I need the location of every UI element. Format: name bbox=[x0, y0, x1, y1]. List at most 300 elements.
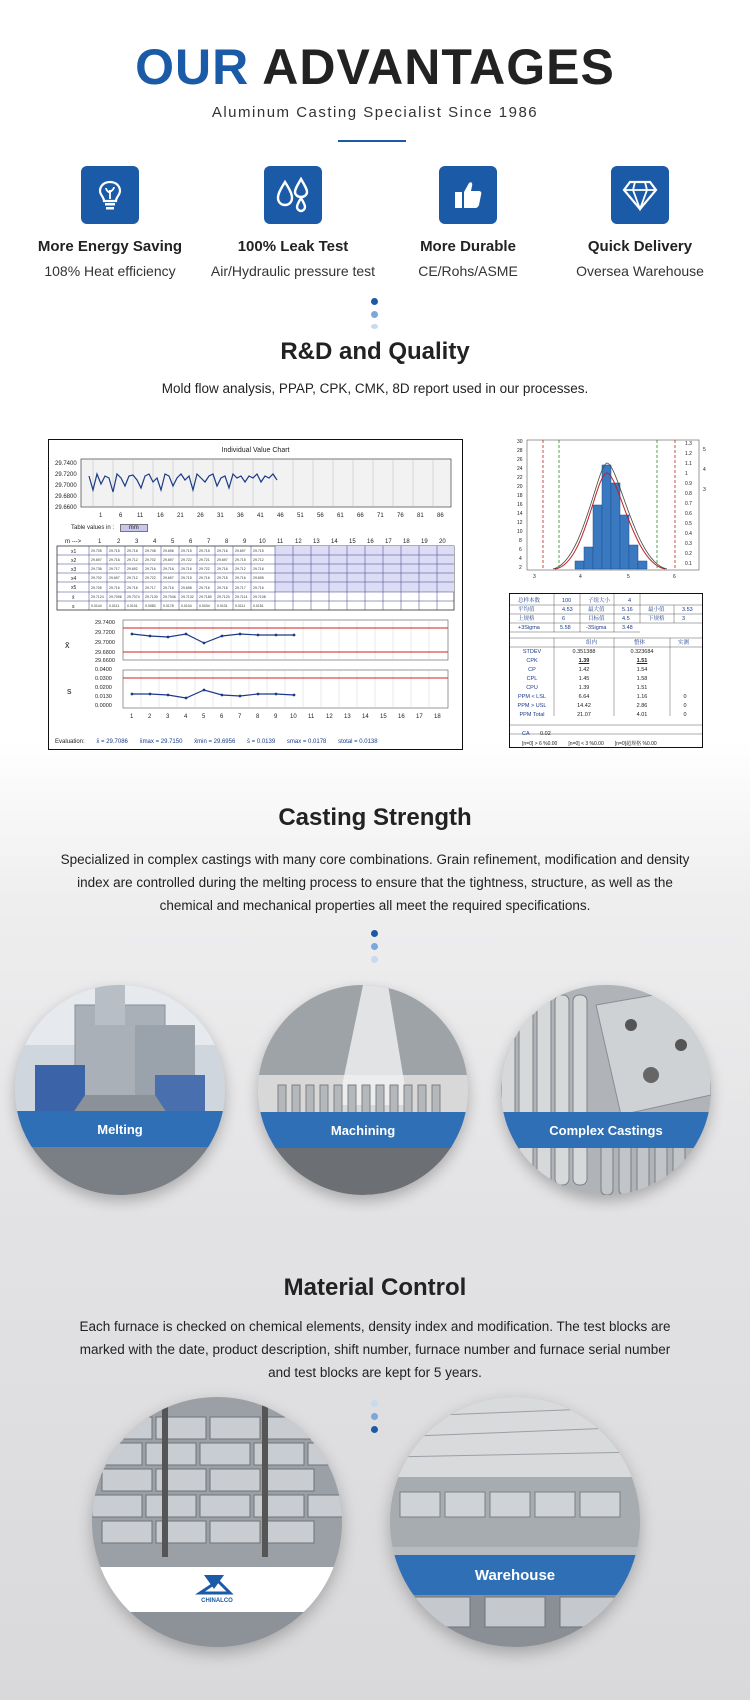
svg-text:10: 10 bbox=[290, 714, 297, 720]
stats-row: PPM Total 21.07 4.01 0 bbox=[510, 712, 702, 721]
svg-text:30: 30 bbox=[517, 439, 523, 445]
svg-text:3: 3 bbox=[135, 539, 139, 545]
svg-text:4.5: 4.5 bbox=[622, 616, 630, 622]
svg-text:29.7124: 29.7124 bbox=[91, 595, 104, 599]
svg-text:最小值: 最小值 bbox=[648, 607, 665, 613]
svg-text:0.9: 0.9 bbox=[685, 481, 692, 487]
rd-text: Mold flow analysis, PPAP, CPK, CMK, 8D report used in our processes. bbox=[161, 381, 589, 396]
svg-text:7: 7 bbox=[238, 714, 242, 720]
svg-text:29.698: 29.698 bbox=[181, 586, 192, 590]
svg-text:0.0400: 0.0400 bbox=[95, 667, 112, 673]
eval-max: x̄max = 29.7150 bbox=[139, 739, 183, 745]
svg-text:4: 4 bbox=[579, 574, 582, 580]
stat-overall: 2.86 bbox=[636, 703, 648, 709]
svg-text:3: 3 bbox=[533, 574, 536, 580]
stat-overall: 1.58 bbox=[636, 676, 648, 682]
svg-text:x3: x3 bbox=[71, 567, 77, 573]
casting-title: Casting Strength bbox=[278, 804, 472, 831]
title-main: ADVANTAGES bbox=[262, 39, 615, 95]
eval-mean: x̄ = 29.7086 bbox=[96, 739, 128, 745]
svg-text:29.722: 29.722 bbox=[181, 558, 192, 562]
svg-text:81: 81 bbox=[417, 513, 424, 519]
svg-text:上规格: 上规格 bbox=[518, 616, 535, 622]
svg-text:子组大小: 子组大小 bbox=[588, 598, 611, 604]
svg-text:29.717: 29.717 bbox=[109, 567, 120, 571]
droplets-icon bbox=[264, 166, 322, 224]
feature-title: Quick Delivery bbox=[587, 238, 693, 255]
svg-text:4: 4 bbox=[703, 467, 706, 473]
svg-text:1: 1 bbox=[98, 539, 102, 545]
svg-text:12: 12 bbox=[295, 539, 302, 545]
svg-text:29.712: 29.712 bbox=[127, 576, 138, 580]
svg-text:0.0200: 0.0200 bbox=[95, 685, 112, 691]
svg-text:2: 2 bbox=[519, 565, 522, 571]
svg-text:29.716: 29.716 bbox=[217, 586, 228, 590]
machining-image bbox=[258, 985, 468, 1195]
stat-overall: 1.16 bbox=[636, 694, 648, 700]
svg-text:29.702: 29.702 bbox=[145, 558, 156, 562]
svg-text:1: 1 bbox=[685, 471, 688, 477]
svg-text:29.716: 29.716 bbox=[181, 567, 192, 571]
svg-text:x1: x1 bbox=[71, 549, 77, 555]
svg-text:0.0080: 0.0080 bbox=[145, 604, 156, 608]
feature-desc: 108% Heat efficiency bbox=[44, 263, 176, 279]
pagination-dots bbox=[371, 1400, 379, 1439]
svg-text:29.705: 29.705 bbox=[91, 586, 102, 590]
svg-text:0.5: 0.5 bbox=[685, 521, 692, 527]
svg-text:29.715: 29.715 bbox=[217, 576, 228, 580]
svg-text:29.7200: 29.7200 bbox=[55, 472, 77, 478]
stats-row bbox=[510, 649, 702, 658]
svg-text:17: 17 bbox=[416, 714, 423, 720]
svg-text:29.7000: 29.7000 bbox=[95, 640, 115, 646]
svg-text:16: 16 bbox=[157, 513, 164, 519]
svg-text:29.7130: 29.7130 bbox=[145, 595, 158, 599]
stats-row bbox=[510, 676, 702, 685]
material-text: Each furnace is checked on chemical elements, density index and modification. The test blocks are marked with the date, product description, shift number, furnace number and furnace serial number and test blocks are kept for 5 years. bbox=[79, 1319, 671, 1380]
svg-text:29.712: 29.712 bbox=[253, 558, 264, 562]
svg-text:7: 7 bbox=[207, 539, 211, 545]
svg-text:16: 16 bbox=[517, 502, 523, 508]
svg-text:组内: 组内 bbox=[586, 640, 598, 646]
svg-text:29.697: 29.697 bbox=[163, 576, 174, 580]
svg-text:11: 11 bbox=[308, 714, 315, 720]
svg-text:0.4: 0.4 bbox=[685, 531, 692, 537]
svg-text:28: 28 bbox=[517, 448, 523, 454]
svg-text:0.0111: 0.0111 bbox=[235, 604, 246, 608]
svg-text:0.1: 0.1 bbox=[685, 561, 692, 567]
svg-text:1: 1 bbox=[99, 513, 103, 519]
svg-text:11: 11 bbox=[137, 513, 144, 519]
svg-text:s: s bbox=[67, 686, 72, 696]
stats-row bbox=[510, 685, 702, 694]
svg-text:56: 56 bbox=[317, 513, 324, 519]
svg-text:29.696: 29.696 bbox=[163, 549, 174, 553]
stat-name: CPL bbox=[526, 676, 538, 682]
svg-text:66: 66 bbox=[357, 513, 364, 519]
svg-text:1: 1 bbox=[130, 714, 134, 720]
svg-text:29.716: 29.716 bbox=[217, 549, 228, 553]
rd-title: R&D and Quality bbox=[280, 338, 470, 365]
svg-text:5: 5 bbox=[202, 714, 206, 720]
svg-text:18: 18 bbox=[517, 493, 523, 499]
svg-text:29.7400: 29.7400 bbox=[55, 461, 77, 467]
svg-text:29.717: 29.717 bbox=[145, 586, 156, 590]
title-highlight: OUR bbox=[135, 39, 250, 95]
svg-text:8: 8 bbox=[225, 539, 229, 545]
svg-text:18: 18 bbox=[403, 539, 410, 545]
stat-name: PPM > USL bbox=[517, 703, 547, 709]
svg-text:13: 13 bbox=[344, 714, 351, 720]
svg-text:22: 22 bbox=[517, 475, 523, 481]
svg-text:1.1: 1.1 bbox=[685, 461, 692, 467]
svg-text:29.7046: 29.7046 bbox=[163, 595, 176, 599]
svg-text:29.717: 29.717 bbox=[235, 586, 246, 590]
svg-text:15: 15 bbox=[380, 714, 387, 720]
diamond-icon bbox=[611, 166, 669, 224]
svg-text:19: 19 bbox=[421, 539, 428, 545]
casting-text: Specialized in complex castings with many core combinations. Grain refinement, modification and density index are controlled during the melting process to ensure that the tightness, structure, as well as the chemical and mechanical properties all meet the required specifications. bbox=[60, 852, 690, 913]
svg-text:总样本数: 总样本数 bbox=[518, 598, 541, 604]
svg-text:8: 8 bbox=[519, 538, 522, 544]
svg-text:29.697: 29.697 bbox=[217, 558, 228, 562]
svg-text:m --->: m ---> bbox=[65, 539, 82, 545]
svg-text:0.0144: 0.0144 bbox=[91, 604, 102, 608]
feature-delivery bbox=[550, 166, 730, 279]
feature-title: More Energy Saving bbox=[37, 238, 183, 255]
svg-text:29.6600: 29.6600 bbox=[95, 658, 115, 664]
svg-text:24: 24 bbox=[517, 466, 523, 472]
table-unit: mm bbox=[120, 524, 148, 532]
svg-text:29.7180: 29.7180 bbox=[199, 595, 212, 599]
svg-text:6: 6 bbox=[673, 574, 676, 580]
feature-energy bbox=[20, 166, 200, 279]
svg-text:29.721: 29.721 bbox=[199, 558, 210, 562]
svg-text:14: 14 bbox=[331, 539, 338, 545]
svg-text:29.716: 29.716 bbox=[109, 558, 120, 562]
svg-text:29.716: 29.716 bbox=[145, 567, 156, 571]
title-divider bbox=[338, 140, 406, 142]
svg-text:5: 5 bbox=[171, 539, 175, 545]
svg-text:26: 26 bbox=[517, 457, 523, 463]
svg-text:5.58: 5.58 bbox=[560, 625, 571, 631]
svg-text:3: 3 bbox=[703, 487, 706, 493]
svg-text:3.53: 3.53 bbox=[682, 607, 693, 613]
svg-text:29.736: 29.736 bbox=[91, 567, 102, 571]
svg-text:17: 17 bbox=[385, 539, 392, 545]
measurement-table bbox=[53, 535, 458, 613]
svg-text:26: 26 bbox=[197, 513, 204, 519]
svg-text:0.3: 0.3 bbox=[685, 541, 692, 547]
svg-text:4.53: 4.53 bbox=[562, 607, 573, 613]
svg-text:36: 36 bbox=[237, 513, 244, 519]
svg-text:21: 21 bbox=[177, 513, 184, 519]
svg-text:20: 20 bbox=[439, 539, 446, 545]
svg-text:下规格: 下规格 bbox=[648, 616, 665, 622]
svg-text:实测: 实测 bbox=[678, 640, 690, 646]
stat-name: STDEV bbox=[522, 649, 542, 655]
stats-row bbox=[510, 658, 702, 667]
stat-overall: 1.51 bbox=[636, 658, 648, 664]
individual-value-plot bbox=[53, 456, 458, 521]
svg-text:3: 3 bbox=[682, 616, 686, 622]
svg-text:4: 4 bbox=[519, 556, 522, 562]
svg-text:29.6600: 29.6600 bbox=[55, 505, 77, 511]
complex-castings-image bbox=[501, 985, 711, 1195]
svg-text:最大值: 最大值 bbox=[588, 607, 605, 613]
svg-text:18: 18 bbox=[434, 714, 441, 720]
svg-text:0.8: 0.8 bbox=[685, 491, 692, 497]
svg-text:100: 100 bbox=[562, 598, 572, 604]
table-label bbox=[71, 524, 148, 532]
svg-text:29.7074: 29.7074 bbox=[127, 595, 140, 599]
svg-text:29.716: 29.716 bbox=[109, 586, 120, 590]
control-charts bbox=[53, 618, 458, 748]
svg-text:13: 13 bbox=[313, 539, 320, 545]
svg-text:29.716: 29.716 bbox=[253, 586, 264, 590]
svg-text:20: 20 bbox=[517, 484, 523, 490]
stat-name: CPK bbox=[526, 658, 538, 664]
complex-castings-label: Complex Castings bbox=[501, 1112, 711, 1148]
stat-within: 1.39 bbox=[578, 685, 590, 691]
svg-text:29.7132: 29.7132 bbox=[181, 595, 194, 599]
feature-title: More Durable bbox=[420, 238, 516, 255]
svg-text:29.716: 29.716 bbox=[199, 576, 210, 580]
stat-overall: 4.01 bbox=[636, 712, 648, 718]
svg-text:3: 3 bbox=[166, 714, 170, 720]
svg-text:29.715: 29.715 bbox=[199, 549, 210, 553]
svg-text:2: 2 bbox=[117, 539, 121, 545]
stat-overall: 1.54 bbox=[636, 667, 648, 673]
svg-text:x2: x2 bbox=[71, 558, 77, 564]
svg-text:8: 8 bbox=[256, 714, 260, 720]
svg-text:1.3: 1.3 bbox=[685, 441, 692, 447]
stats-rows bbox=[510, 649, 702, 721]
svg-text:29.722: 29.722 bbox=[145, 576, 156, 580]
svg-text:x̄: x̄ bbox=[72, 595, 75, 601]
stats-row: PPM > USL 14.42 2.86 0 bbox=[510, 703, 702, 712]
svg-text:6: 6 bbox=[189, 539, 193, 545]
svg-text:16: 16 bbox=[398, 714, 405, 720]
svg-text:29.7400: 29.7400 bbox=[95, 620, 115, 626]
svg-text:0.2: 0.2 bbox=[685, 551, 692, 557]
thumbs-up-icon bbox=[439, 166, 497, 224]
histogram-chart bbox=[515, 435, 710, 583]
svg-text:29.715: 29.715 bbox=[181, 576, 192, 580]
svg-text:10: 10 bbox=[259, 539, 266, 545]
svg-text:29.716: 29.716 bbox=[235, 576, 246, 580]
pagination-dots bbox=[371, 298, 379, 335]
svg-text:29.7114: 29.7114 bbox=[235, 595, 248, 599]
stat-within: 1.39 bbox=[578, 658, 590, 664]
svg-text:29.716: 29.716 bbox=[163, 586, 174, 590]
svg-text:10: 10 bbox=[517, 529, 523, 535]
svg-text:0.0111: 0.0111 bbox=[109, 604, 120, 608]
stats-row bbox=[510, 667, 702, 676]
stat-name: CPU bbox=[526, 685, 538, 691]
evaluation-row bbox=[55, 739, 460, 745]
svg-text:41: 41 bbox=[257, 513, 264, 519]
svg-text:4: 4 bbox=[184, 714, 188, 720]
melting-image bbox=[15, 985, 225, 1195]
svg-text:29.722: 29.722 bbox=[199, 567, 210, 571]
svg-text:-3Sigma: -3Sigma bbox=[586, 625, 607, 631]
svg-text:5: 5 bbox=[703, 447, 706, 453]
svg-text:1.2: 1.2 bbox=[685, 451, 692, 457]
svg-text:16: 16 bbox=[367, 539, 374, 545]
svg-text:整体: 整体 bbox=[634, 640, 646, 646]
svg-text:31: 31 bbox=[217, 513, 224, 519]
svg-text:29.7096: 29.7096 bbox=[109, 595, 122, 599]
svg-text:61: 61 bbox=[337, 513, 344, 519]
feature-desc: Air/Hydraulic pressure test bbox=[210, 263, 376, 279]
svg-text:0.0178: 0.0178 bbox=[163, 604, 174, 608]
svg-text:0.0101: 0.0101 bbox=[217, 604, 228, 608]
pagination-dots bbox=[371, 930, 379, 969]
evaluation-label: Evaluation: bbox=[55, 739, 85, 745]
svg-text:29.705: 29.705 bbox=[91, 549, 102, 553]
svg-text:29.697: 29.697 bbox=[91, 558, 102, 562]
feature-leak-test bbox=[203, 166, 383, 279]
bulb-icon bbox=[81, 166, 139, 224]
svg-text:11: 11 bbox=[277, 539, 284, 545]
svg-text:0.0151: 0.0151 bbox=[253, 604, 264, 608]
svg-text:3.48: 3.48 bbox=[622, 625, 633, 631]
svg-text:29.716: 29.716 bbox=[217, 567, 228, 571]
svg-text:4: 4 bbox=[628, 598, 632, 604]
svg-text:9: 9 bbox=[274, 714, 278, 720]
svg-text:14: 14 bbox=[517, 511, 523, 517]
ca-label: CA 0.02 bbox=[522, 731, 551, 737]
feature-desc: CE/Rohs/ASME bbox=[418, 263, 518, 279]
svg-text:51: 51 bbox=[297, 513, 304, 519]
stat-overall: 0.323684 bbox=[630, 649, 654, 655]
chinalco-logo: CHINALCO bbox=[201, 1598, 233, 1604]
svg-text:0.0104: 0.0104 bbox=[181, 604, 192, 608]
table-label-text: Table values in : bbox=[71, 525, 115, 531]
svg-text:12: 12 bbox=[517, 520, 523, 526]
svg-text:29.6800: 29.6800 bbox=[55, 494, 77, 500]
svg-text:76: 76 bbox=[397, 513, 404, 519]
svg-text:29.6800: 29.6800 bbox=[95, 650, 115, 656]
svg-text:0.0130: 0.0130 bbox=[95, 694, 112, 700]
ingots-image bbox=[92, 1397, 342, 1647]
machining-label: Machining bbox=[258, 1112, 468, 1148]
svg-text:29.7120: 29.7120 bbox=[217, 595, 230, 599]
stat-name: PPM < LSL bbox=[518, 694, 546, 700]
page-title bbox=[0, 38, 750, 96]
individual-value-chart bbox=[48, 439, 463, 750]
eval-stotal: stotal = 0.0138 bbox=[338, 739, 378, 745]
svg-text:15: 15 bbox=[349, 539, 356, 545]
svg-text:0.0101: 0.0101 bbox=[127, 604, 138, 608]
svg-text:6: 6 bbox=[220, 714, 224, 720]
svg-text:86: 86 bbox=[437, 513, 444, 519]
svg-text:x̄: x̄ bbox=[65, 640, 70, 650]
svg-text:5: 5 bbox=[627, 574, 630, 580]
svg-text:x5: x5 bbox=[71, 585, 77, 591]
svg-text:x4: x4 bbox=[71, 576, 77, 582]
svg-text:29.697: 29.697 bbox=[235, 549, 246, 553]
svg-text:0.0034: 0.0034 bbox=[199, 604, 210, 608]
svg-text:46: 46 bbox=[277, 513, 284, 519]
svg-text:6: 6 bbox=[519, 547, 522, 553]
stat-within: 0.351388 bbox=[572, 649, 596, 655]
svg-text:29.695: 29.695 bbox=[253, 576, 264, 580]
svg-text:0.0300: 0.0300 bbox=[95, 676, 112, 682]
stat-within: 14.42 bbox=[577, 703, 591, 709]
stat-name: PPM Total bbox=[519, 712, 545, 718]
svg-text:29.712: 29.712 bbox=[235, 567, 246, 571]
svg-text:29.715: 29.715 bbox=[181, 549, 192, 553]
svg-text:29.715: 29.715 bbox=[109, 549, 120, 553]
svg-text:s: s bbox=[72, 604, 75, 610]
material-title: Material Control bbox=[283, 1274, 467, 1301]
svg-text:14: 14 bbox=[362, 714, 369, 720]
svg-text:29.716: 29.716 bbox=[253, 567, 264, 571]
stat-within: 6.64 bbox=[578, 694, 590, 700]
warehouse-label: Warehouse bbox=[390, 1555, 640, 1595]
svg-text:5.16: 5.16 bbox=[622, 607, 633, 613]
svg-text:29.716: 29.716 bbox=[127, 586, 138, 590]
page-subtitle: Aluminum Casting Specialist Since 1986 bbox=[211, 104, 539, 121]
svg-text:9: 9 bbox=[243, 539, 247, 545]
svg-text:6: 6 bbox=[119, 513, 123, 519]
svg-text:29.7108: 29.7108 bbox=[253, 595, 266, 599]
svg-text:+3Sigma: +3Sigma bbox=[518, 625, 540, 631]
eval-s: s̄ = 0.0139 bbox=[246, 739, 276, 745]
svg-text:0.0000: 0.0000 bbox=[95, 703, 112, 709]
svg-text:29.716: 29.716 bbox=[199, 586, 210, 590]
svg-text:29.697: 29.697 bbox=[109, 576, 120, 580]
svg-text:29.715: 29.715 bbox=[253, 549, 264, 553]
stat-within: 21.07 bbox=[577, 712, 591, 718]
svg-text:4: 4 bbox=[153, 539, 157, 545]
svg-text:平均值: 平均值 bbox=[518, 607, 535, 613]
eval-min: x̄min = 29.6956 bbox=[194, 739, 236, 745]
warehouse-image bbox=[390, 1397, 640, 1647]
svg-text:0.7: 0.7 bbox=[685, 501, 692, 507]
svg-text:12: 12 bbox=[326, 714, 333, 720]
svg-text:6: 6 bbox=[562, 616, 566, 622]
svg-text:目标值: 目标值 bbox=[588, 616, 605, 622]
svg-text:29.715: 29.715 bbox=[235, 558, 246, 562]
svg-text:2: 2 bbox=[148, 714, 152, 720]
melting-label: Melting bbox=[15, 1111, 225, 1147]
svg-text:0.6: 0.6 bbox=[685, 511, 692, 517]
svg-text:29.7200: 29.7200 bbox=[95, 630, 115, 636]
eval-smax: smax = 0.0178 bbox=[286, 739, 327, 745]
svg-text:29.7000: 29.7000 bbox=[55, 483, 77, 489]
stat-overall: 1.51 bbox=[636, 685, 648, 691]
svg-text:29.692: 29.692 bbox=[127, 567, 138, 571]
stat-within: 1.42 bbox=[578, 667, 590, 673]
feature-title: 100% Leak Test bbox=[237, 238, 349, 255]
svg-text:29.716: 29.716 bbox=[163, 567, 174, 571]
svg-text:29.708: 29.708 bbox=[145, 549, 156, 553]
stats-row: PPM < LSL 6.64 1.16 0 bbox=[510, 694, 702, 703]
svg-text:29.716: 29.716 bbox=[127, 549, 138, 553]
feature-desc: Oversea Warehouse bbox=[576, 263, 704, 279]
feature-durable bbox=[378, 166, 558, 279]
stats-table bbox=[509, 593, 703, 748]
svg-text:29.697: 29.697 bbox=[163, 558, 174, 562]
chart-title: Individual Value Chart bbox=[221, 447, 290, 454]
svg-text:71: 71 bbox=[377, 513, 384, 519]
ppm-footer: [n=0] > 6 %0.00 [n=0] < 3 %0.00 [n=0]超规格 %0.00 bbox=[522, 741, 657, 747]
svg-text:29.712: 29.712 bbox=[127, 558, 138, 562]
stat-within: 1.45 bbox=[578, 676, 590, 682]
